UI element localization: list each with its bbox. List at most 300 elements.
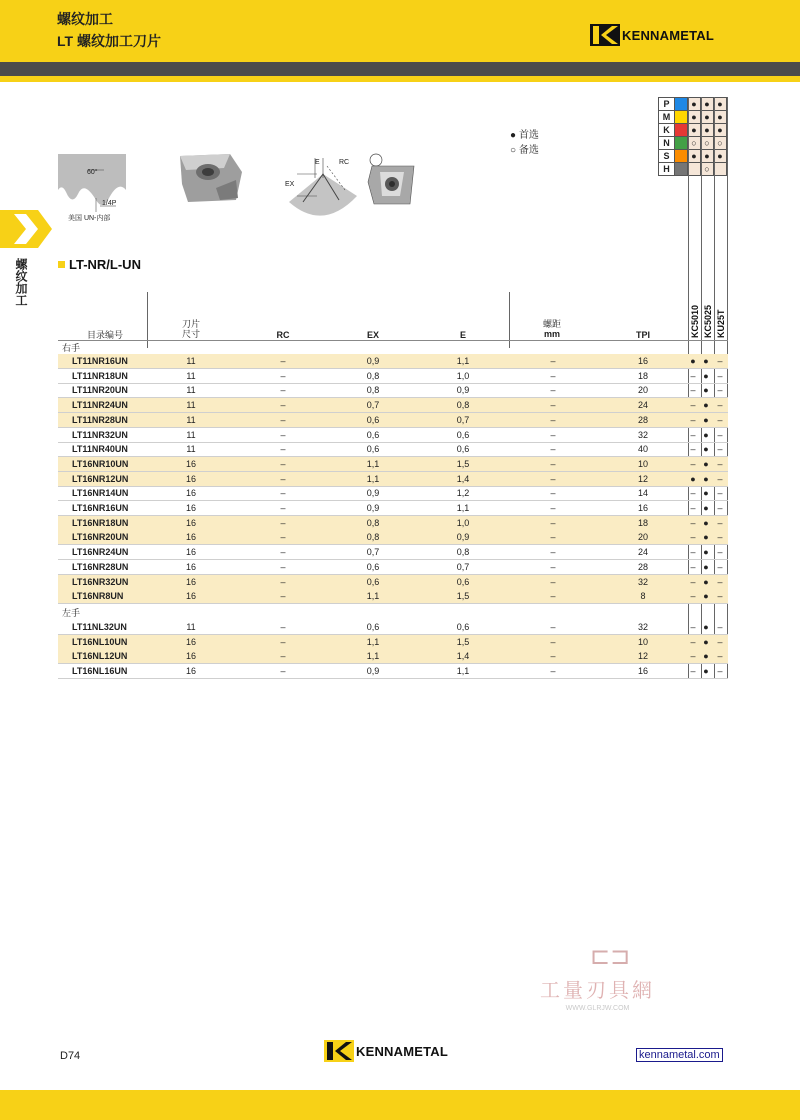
e-value: 0,9 [456,385,470,396]
insert-size: 16 [185,532,196,543]
iso-grade-mark [688,163,701,176]
table-row [58,575,728,590]
table-row [58,472,728,487]
tpi-value: 10 [637,636,648,647]
iso-grade-mark: ○ [714,137,727,150]
grade-mark: – [690,429,696,440]
grade-mark: ● [703,429,709,440]
table-row [58,369,728,384]
insert-size: 16 [185,636,196,647]
footer-brand-name: KENNAMETAL [356,1043,449,1059]
e-value: 1,1 [456,503,470,513]
kennametal-k-icon [324,1040,354,1062]
iso-letter: M [659,111,675,124]
grade-mark: ● [703,473,709,484]
col-header-grade-ku25t: KU25T [716,309,726,338]
tpi-value: 24 [637,547,648,558]
grade-mark: – [717,576,723,587]
ex-value: 0,8 [366,385,380,396]
grade-mark: – [690,651,696,662]
grade-mark: – [717,370,723,381]
iso-row [659,124,727,137]
col-header-ex: EX [366,330,379,340]
iso-letter: K [659,124,675,137]
pitch-value: – [550,429,556,440]
grade-mark: – [690,444,696,455]
pitch-value: – [550,591,556,602]
col-header-size: 刀片 尺寸 [181,319,200,339]
table-row [58,383,728,398]
pitch-value: – [550,636,556,647]
rc-value: – [280,651,286,662]
iso-grade-mark: ● [688,98,701,111]
table-row [58,589,728,604]
table-row [58,413,728,428]
grade-mark: – [690,488,696,499]
e-value: 0,6 [456,444,470,455]
tpi-value: 18 [637,517,648,528]
insert-size: 11 [186,385,196,396]
grade-mark: – [690,561,696,572]
header-title: 螺纹加工 [57,11,113,27]
iso-row [659,137,727,150]
grade-mark: – [717,473,723,484]
tpi-value: 24 [637,400,648,411]
diagram-angle: 60° [87,169,98,176]
grade-mark: – [717,666,723,677]
insert-size: 16 [185,547,196,558]
group-label-left: 左手 [62,608,81,618]
catalog-number: LT11NL32UN [72,622,127,632]
col-header-rc: RC [276,330,290,340]
ex-value: 1,1 [366,473,380,484]
grade-mark: – [690,385,696,396]
e-value: 0,8 [456,400,470,411]
table-row [58,457,728,472]
e-value: 1,5 [456,636,470,647]
iso-grade-mark: ● [714,124,727,137]
row-divider [58,603,728,604]
ex-value: 1,1 [366,651,380,662]
iso-material-table [658,97,727,176]
grade-mark: – [690,517,696,528]
pitch-value: – [550,473,556,484]
e-value: 1,1 [456,356,470,366]
grade-mark: – [690,547,696,558]
grade-mark: ● [703,666,709,677]
grade-mark: – [717,356,723,366]
pitch-value: – [550,356,556,366]
tpi-value: 32 [637,622,648,632]
thread-profile-diagram [56,150,134,225]
catalog-number: LT16NR18UN [72,517,129,528]
grade-mark: ● [703,576,709,587]
header-band [0,62,800,76]
rc-value: – [280,356,286,366]
tpi-value: 10 [637,458,648,469]
pitch-value: – [550,385,556,396]
iso-color-swatch [675,163,688,176]
diagram-caption: 美国 UN-内部 [68,215,111,222]
e-value: 1,4 [456,473,470,484]
col-header-catalog: 目录编号 [86,330,123,340]
pitch-value: – [550,532,556,543]
table-row [58,530,728,545]
table-row [58,620,728,635]
grade-mark: – [717,414,723,425]
rc-value: – [280,400,286,411]
grade-mark: ● [703,547,709,558]
ex-value: 0,6 [366,576,380,587]
col-header-grade-kc5010: KC5010 [690,304,700,338]
e-value: 0,8 [456,547,470,558]
insert-size: 16 [185,488,196,499]
tpi-value: 40 [637,444,648,455]
rc-value: – [280,385,286,396]
watermark-text: 工量刃具網 [540,978,655,1002]
pitch-value: – [550,561,556,572]
grade-mark: – [690,400,696,411]
col-header-e: E [459,330,466,340]
grade-mark: ● [703,636,709,647]
grade-mark: ● [703,385,709,396]
iso-grade-mark: ● [688,150,701,163]
iso-color-swatch [675,111,688,124]
insert-size: 11 [186,444,196,455]
header-rule [58,340,728,341]
rc-value: – [280,576,286,587]
iso-grade-mark: ○ [688,137,701,150]
iso-row [659,163,727,176]
pitch-value: – [550,517,556,528]
e-value: 1,5 [456,591,470,602]
grade-mark: – [717,532,723,543]
e-value: 1,1 [456,666,470,677]
iso-grade-mark: ● [701,150,714,163]
grade-mark: – [717,591,723,602]
catalog-number: LT16NR14UN [72,488,129,499]
footer-website-link[interactable]: kennametal.com [636,1048,723,1062]
iso-row [659,150,727,163]
ex-value: 0,8 [366,517,380,528]
row-divider [58,678,728,679]
pitch-value: – [550,444,556,455]
grade-mark: ● [703,532,709,543]
table-row [58,398,728,413]
ex-value: 0,7 [366,400,380,411]
grade-mark: – [690,370,696,381]
ex-value: 0,9 [366,503,380,513]
grade-mark: – [717,400,723,411]
pitch-value: – [550,370,556,381]
footer-brand-logo [324,1040,448,1062]
insert-size: 11 [186,400,196,411]
catalog-number: LT11NR20UN [72,385,128,396]
insert-size: 11 [186,414,196,425]
catalog-number: LT11NR32UN [72,429,128,440]
brand-name: KENNAMETAL [622,27,715,43]
section-title: LT-NR/L-UN [58,257,141,272]
tpi-value: 20 [637,532,648,543]
ex-value: 0,8 [366,370,380,381]
table-row [58,545,728,560]
pitch-value: – [550,488,556,499]
grade-mark: ● [703,503,709,513]
grade-mark: – [690,576,696,587]
catalog-number: LT11NR28UN [72,414,128,425]
header-bar [0,0,800,62]
e-value: 0,7 [456,414,470,425]
e-value: 0,6 [456,622,470,632]
iso-grade-mark: ● [688,124,701,137]
diagram-label-rc: RC [339,159,350,166]
table-row [58,428,728,443]
grade-mark: – [690,532,696,543]
iso-letter: H [659,163,675,176]
rc-value: – [280,370,286,381]
header-subtitle: LT 螺纹加工刀片 [57,33,161,49]
grade-mark: – [690,622,696,632]
e-value: 1,0 [456,517,470,528]
rc-value: – [280,517,286,528]
rc-value: – [280,488,286,499]
grade-mark: ● [703,517,709,528]
iso-grade-mark: ● [701,111,714,124]
grade-mark: – [717,651,723,662]
watermark-url: WWW.GLRJW.COM [565,1005,630,1012]
pitch-value: – [550,576,556,587]
page-number: D74 [60,1050,81,1062]
iso-letter: N [659,137,675,150]
ex-value: 0,6 [366,444,380,455]
diagram-pitch-fraction: 1/4P [102,200,117,207]
grade-mark: – [690,503,696,513]
grade-mark: – [717,622,723,632]
header-stripe [0,76,800,82]
grade-mark: ● [703,591,709,602]
insert-size: 11 [186,429,196,440]
table-row [58,560,728,575]
rc-value: – [280,561,286,572]
catalog-number: LT16NR10UN [72,458,129,469]
tpi-value: 18 [637,370,648,381]
diagram-label-e: E [315,159,320,166]
section-bullet [58,261,65,268]
iso-grade-mark: ● [714,150,727,163]
grade-mark: ● [703,356,709,366]
iso-color-swatch [675,150,688,163]
grade-mark: ● [703,458,709,469]
catalog-number: LT16NL16UN [72,666,128,677]
iso-grade-mark: ● [701,98,714,111]
e-value: 0,6 [456,429,470,440]
insert-size: 16 [185,576,196,587]
grade-mark: ● [703,400,709,411]
pitch-value: – [550,458,556,469]
insert-size: 16 [185,458,196,469]
pitch-value: – [550,547,556,558]
catalog-number: LT11NR16UN [72,356,128,366]
grade-mark: ● [703,444,709,455]
ex-value: 0,9 [366,666,380,677]
grade-mark: – [717,429,723,440]
catalog-number: LT16NR8UN [72,591,124,602]
grade-mark: – [690,414,696,425]
grade-mark: – [717,561,723,572]
watermark-logo-icon: ⊏⊐ [590,942,631,970]
ex-value: 0,6 [366,622,380,632]
brand-logo [590,24,714,46]
insert-3d-image [176,150,244,205]
iso-grade-mark: ○ [701,137,714,150]
e-value: 1,4 [456,651,470,662]
kennametal-k-icon [590,24,620,46]
grade-mark: ● [703,370,709,381]
grade-mark: ● [703,622,709,632]
ex-value: 0,7 [366,547,380,558]
catalog-number: LT16NL10UN [72,636,128,647]
tpi-value: 32 [637,576,648,587]
table-row [58,442,728,457]
ex-value: 0,9 [366,356,380,366]
iso-grade-mark: ● [688,111,701,124]
iso-letter: S [659,150,675,163]
catalog-number: LT16NR28UN [72,561,129,572]
rc-value: – [280,473,286,484]
rc-value: – [280,591,286,602]
grade-mark: – [717,517,723,528]
insert-geometry-diagram [283,152,361,228]
grade-mark: – [717,547,723,558]
iso-grade-mark: ● [714,111,727,124]
rc-value: – [280,458,286,469]
e-value: 1,2 [456,488,470,499]
rc-value: – [280,547,286,558]
rc-value: – [280,622,286,632]
rc-value: – [280,636,286,647]
pitch-value: – [550,651,556,662]
iso-color-swatch [675,98,688,111]
legend-preferred: ● 首选 [510,130,539,141]
rc-value: – [280,503,286,513]
grade-mark: ● [703,414,709,425]
legend-alternate: ○ 备选 [510,145,539,156]
group-label-right: 右手 [62,343,81,353]
col-header-pitch: 螺距 mm [542,319,561,339]
grade-mark: ● [690,473,696,484]
rc-value: – [280,532,286,543]
iso-grade-mark: ○ [701,163,714,176]
ex-value: 1,1 [366,591,380,602]
insert-top-view-image [366,152,418,208]
tpi-value: 28 [637,414,648,425]
catalog-number: LT11NR24UN [72,400,128,411]
grade-mark: ● [703,488,709,499]
tpi-value: 12 [637,651,648,662]
insert-size: 16 [185,473,196,484]
e-value: 0,9 [456,532,470,543]
ex-value: 1,1 [366,636,380,647]
pitch-value: – [550,414,556,425]
table-row [58,649,728,664]
iso-grade-mark [714,163,727,176]
table-row [58,516,728,531]
table-row [58,664,728,679]
catalog-number: LT11NR40UN [72,444,128,455]
insert-size: 11 [186,370,196,381]
catalog-number: LT11NR18UN [72,370,128,381]
catalog-number: LT16NR20UN [72,532,129,543]
ex-value: 1,1 [366,458,380,469]
iso-letter: P [659,98,675,111]
rc-value: – [280,444,286,455]
tpi-value: 12 [637,473,648,484]
e-value: 0,7 [456,561,470,572]
pitch-value: – [550,503,556,513]
table-row [58,354,728,369]
table-row [58,486,728,501]
insert-size: 16 [185,561,196,572]
catalog-number: LT16NR16UN [72,503,129,513]
grade-legend [510,128,539,158]
grade-mark: – [690,636,696,647]
iso-color-swatch [675,137,688,150]
tpi-value: 20 [637,385,648,396]
tpi-value: 28 [637,561,648,572]
grade-mark: – [717,458,723,469]
catalog-number: LT16NR12UN [72,473,129,484]
tpi-value: 16 [637,356,648,366]
watermark [540,944,655,1012]
grade-mark: – [717,444,723,455]
ex-value: 0,6 [366,429,380,440]
rc-value: – [280,666,286,677]
insert-size: 16 [185,517,196,528]
tpi-value: 8 [640,591,646,602]
iso-grade-mark: ● [701,124,714,137]
section-tab-chevron-icon [0,210,60,248]
ex-value: 0,6 [366,561,380,572]
sidebar-section-label: 螺纹加工 [14,258,28,306]
insert-size: 16 [185,666,196,677]
grade-mark: – [717,503,723,513]
col-header-grade-kc5025: KC5025 [703,304,713,338]
insert-size: 16 [185,503,196,513]
grade-mark: ● [703,561,709,572]
grade-mark: – [717,636,723,647]
insert-size: 11 [186,622,196,632]
catalog-number: LT16NL12UN [72,651,128,662]
pitch-value: – [550,622,556,632]
iso-color-swatch [675,124,688,137]
tpi-value: 16 [637,666,648,677]
e-value: 1,5 [456,458,470,469]
catalog-number: LT16NR24UN [72,547,129,558]
insert-size: 11 [186,356,196,366]
diagram-label-ex: EX [285,181,295,188]
grade-mark: – [690,458,696,469]
grade-mark: – [717,385,723,396]
insert-size: 16 [185,651,196,662]
tpi-value: 32 [637,429,648,440]
iso-grade-mark: ● [714,98,727,111]
pitch-value: – [550,400,556,411]
pitch-value: – [550,666,556,677]
ex-value: 0,9 [366,488,380,499]
ex-value: 0,6 [366,414,380,425]
tpi-value: 16 [637,503,648,513]
footer-bar [0,1090,800,1120]
